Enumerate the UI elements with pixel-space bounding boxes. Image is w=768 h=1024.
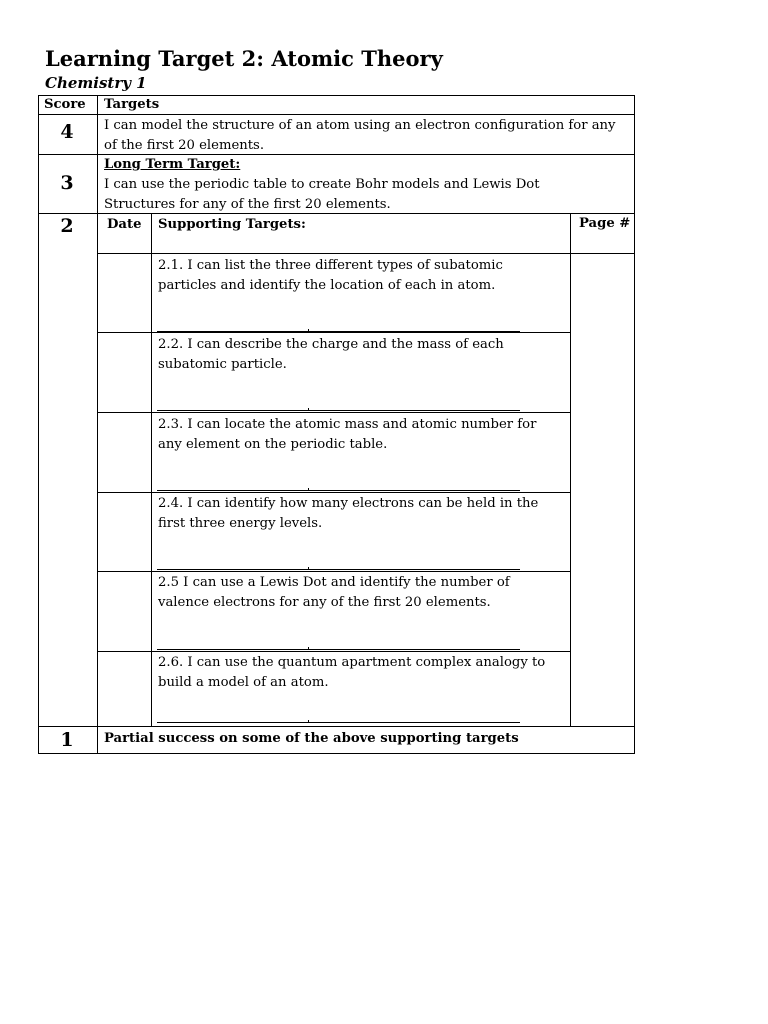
score-1: 1 (60, 729, 74, 751)
supporting-targets-header: Supporting Targets: (158, 217, 306, 232)
table-border-left (38, 95, 39, 754)
table-divider-page (570, 213, 571, 727)
supporting-target-2-3: 2.3. I can locate the atomic mass and atomic number for any element on the periodic table. (158, 417, 537, 452)
table-divider-score (97, 95, 98, 754)
score-3: 3 (60, 172, 74, 194)
target-text-1: Partial success on some of the above supporting targets (104, 731, 519, 746)
table-divider (97, 492, 571, 493)
signature-line[interactable] (157, 569, 520, 570)
long-term-target-heading: Long Term Target: (104, 157, 241, 172)
date-column-header: Date (107, 217, 142, 232)
supporting-target-2-1: 2.1. I can list the three different types of subatomic particles and identify the location of each in atom. (158, 258, 503, 293)
table-divider (97, 253, 635, 254)
page-number-header: Page # (579, 216, 631, 231)
supporting-target-2-6: 2.6. I can use the quantum apartment complex analogy to build a model of an atom. (158, 655, 546, 690)
table-border-bottom (38, 753, 635, 754)
signature-line[interactable] (157, 722, 520, 723)
signature-line[interactable] (157, 649, 520, 650)
score-2: 2 (60, 215, 74, 237)
signature-line[interactable] (157, 490, 520, 491)
target-text-4: I can model the structure of an atom using an electron configuration for any of the first 20 elements. (104, 118, 616, 153)
table-divider (97, 651, 571, 652)
page-subtitle: Chemistry 1 (45, 74, 147, 92)
score-column-header: Score (44, 97, 86, 112)
page-title: Learning Target 2: Atomic Theory (45, 46, 443, 71)
table-divider (38, 726, 635, 727)
targets-column-header: Targets (104, 97, 160, 112)
table-border-right (634, 95, 635, 754)
supporting-target-2-4: 2.4. I can identify how many electrons can be held in the first three energy levels. (158, 496, 539, 531)
signature-line[interactable] (157, 331, 520, 332)
supporting-target-2-5: 2.5 I can use a Lewis Dot and identify the number of valence electrons for any of the first 20 elements. (158, 575, 510, 610)
table-divider (97, 332, 571, 333)
table-divider (97, 412, 571, 413)
table-divider (97, 571, 571, 572)
supporting-target-2-2: 2.2. I can describe the charge and the mass of each subatomic particle. (158, 337, 504, 372)
score-4: 4 (60, 121, 74, 143)
table-divider-date (151, 213, 152, 727)
target-text-3: I can use the periodic table to create Bohr models and Lewis Dot Structures for any of the first 20 elements. (104, 177, 540, 212)
signature-line[interactable] (157, 410, 520, 411)
